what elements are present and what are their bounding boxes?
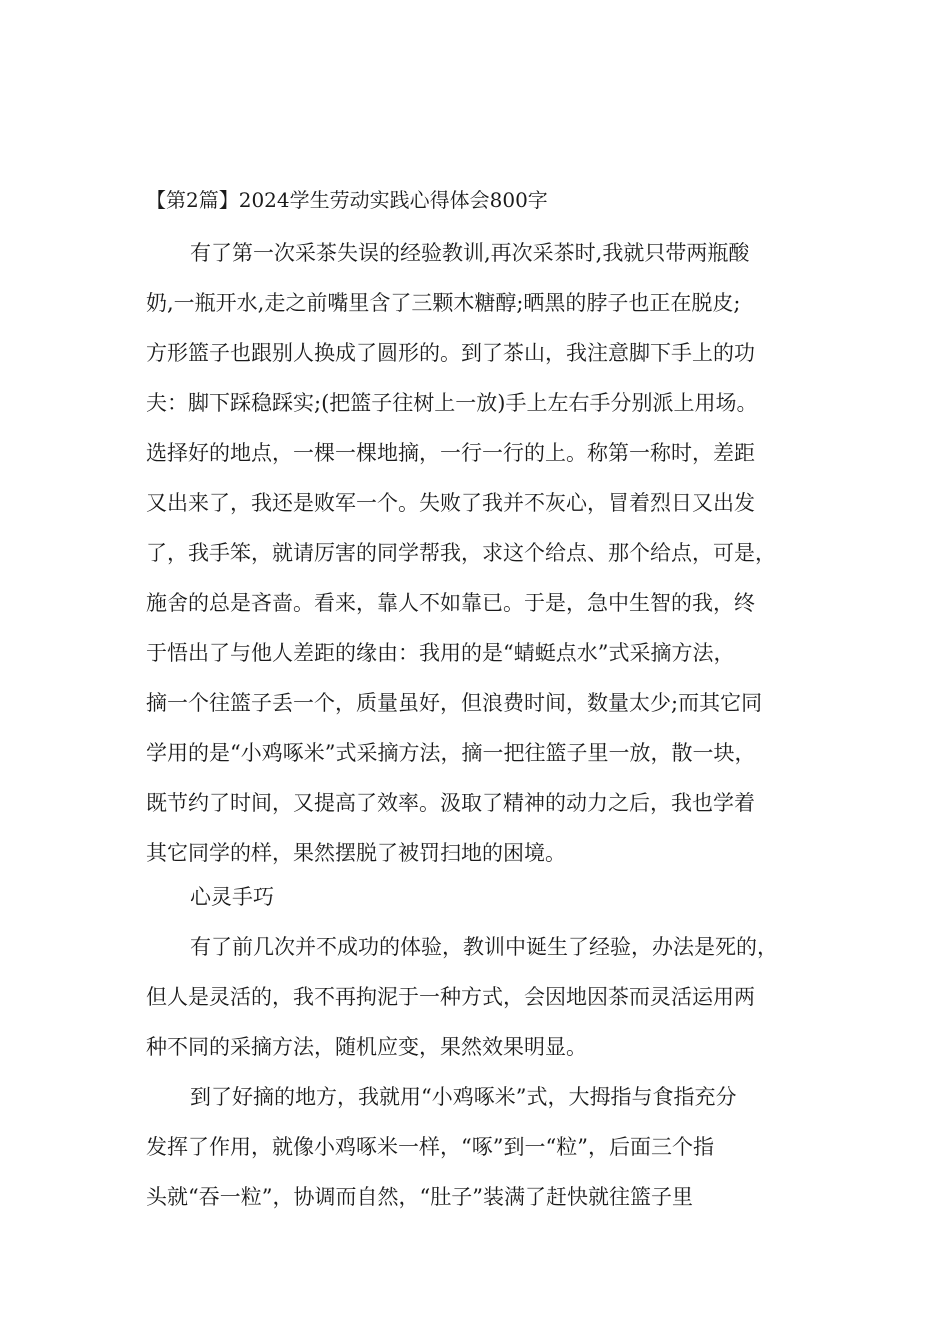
paragraph-line: 发挥了作用，就像小鸡啄米一样，“啄”到一“粒”，后面三个指 bbox=[146, 1135, 714, 1159]
paragraph-line: 既节约了时间，又提高了效率。汲取了精神的动力之后，我也学着 bbox=[146, 791, 755, 815]
paragraph-line: 奶,一瓶开水,走之前嘴里含了三颗木糖醇;晒黑的脖子也正在脱皮; bbox=[146, 291, 741, 315]
paragraph-line: 头就“吞一粒”，协调而自然，“肚子”装满了赶快就往篮子里 bbox=[146, 1185, 693, 1209]
section-heading: 【第2篇】2024学生劳动实践心得体会800字 bbox=[146, 188, 548, 212]
paragraph-line: 施舍的总是吝啬。看来，靠人不如靠已。于是，急中生智的我，终 bbox=[146, 591, 755, 615]
paragraph-line: 选择好的地点，一棵一棵地摘，一行一行的上。称第一称时，差距 bbox=[146, 441, 755, 465]
paragraph-line: 方形篮子也跟别人换成了圆形的。到了茶山，我注意脚下手上的功 bbox=[146, 341, 755, 365]
paragraph-line: 又出来了，我还是败军一个。失败了我并不灰心，冒着烈日又出发 bbox=[146, 491, 755, 515]
paragraph-line: 但人是灵活的，我不再拘泥于一种方式，会因地因茶而灵活运用两 bbox=[146, 985, 755, 1009]
paragraph-line: 其它同学的样，果然摆脱了被罚扫地的困境。 bbox=[146, 841, 566, 865]
paragraph-line: 到了好摘的地方，我就用“小鸡啄米”式，大拇指与食指充分 bbox=[190, 1085, 737, 1109]
paragraph-line: 摘一个往篮子丢一个，质量虽好，但浪费时间，数量太少;而其它同 bbox=[146, 691, 763, 715]
paragraph-line: 学用的是“小鸡啄米”式采摘方法，摘一把往篮子里一放，散一块， bbox=[146, 741, 756, 765]
paragraph-line: 于悟出了与他人差距的缘由：我用的是“蜻蜓点水”式采摘方法， bbox=[146, 641, 735, 665]
subheading: 心灵手巧 bbox=[190, 885, 274, 909]
paragraph-line: 了，我手笨，就请厉害的同学帮我，求这个给点、那个给点，可是， bbox=[146, 541, 776, 565]
paragraph-line: 种不同的采摘方法，随机应变，果然效果明显。 bbox=[146, 1035, 587, 1059]
paragraph-line: 夫：脚下踩稳踩实;(把篮子往树上一放)手上左右手分别派上用场。 bbox=[146, 391, 758, 415]
paragraph-line: 有了前几次并不成功的体验，教训中诞生了经验，办法是死的， bbox=[190, 935, 778, 959]
paragraph-line: 有了第一次采茶失误的经验教训,再次采茶时,我就只带两瓶酸 bbox=[190, 241, 750, 265]
